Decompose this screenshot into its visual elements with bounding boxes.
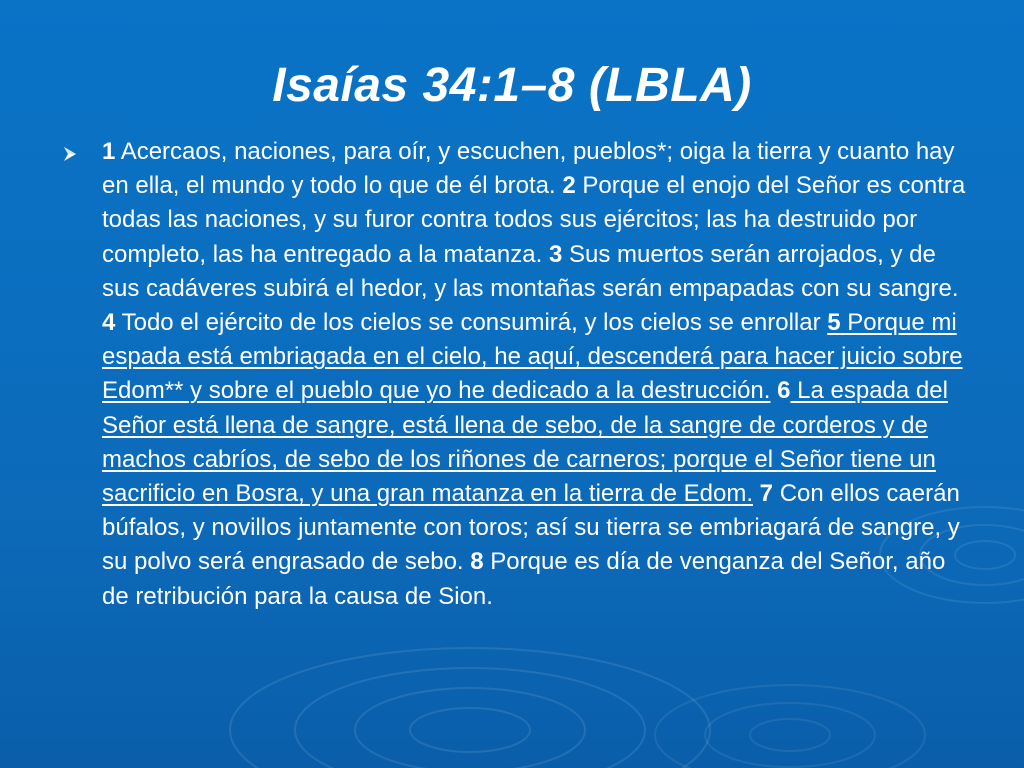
verse-number: 3	[548, 240, 563, 268]
verse-number: 7	[759, 480, 774, 508]
verse-text-underlined: Porque mi espada está embriagada en el cielo, he aquí, descenderá para hacer juicio sobre Edom** y sobre el pueblo que yo he dedicado a la destrucción.	[102, 309, 963, 405]
verse-number: 1	[102, 138, 116, 165]
verse-number: 5	[827, 309, 841, 337]
verse-text-underlined: La espada del Señor está llena de sangre, está llena de sebo, de la sangre de corderos y de machos cabríos, de sebo de los riñones de carneros; porque el Señor tiene un sacrificio en Bosra, y una gran matanza en la tierra de Edom.	[102, 377, 948, 508]
chevron-arrow-icon	[62, 146, 78, 162]
verse-number: 6	[777, 377, 791, 405]
verse-text: Con ellos caerán búfalos, y novillos juntamente con toros; así su tierra se embriagará de sangre, y su polvo será engrasado de sebo.	[102, 480, 960, 576]
verse-number: 2	[562, 172, 576, 200]
verse-number: 4	[102, 309, 116, 337]
verse-text: Porque es día de venganza del Señor, año de retribución para la causa de Sion.	[102, 548, 946, 610]
verse-text: Todo el ejército de los cielos se consumirá, y los cielos se enrollar	[115, 309, 828, 337]
verse-text: Acercaos, naciones, para oír, y escuchen, pueblos*; oiga la tierra y cuanto hay en ella, el mundo y todo lo que de él brota.	[102, 138, 955, 200]
slide-title: Isaías 34:1–8 (LBLA)	[272, 59, 752, 112]
verse-text: Porque el enojo del Señor es contra todas las naciones, y su furor contra todos sus ejércitos; las ha destruido por completo, las ha entregado a la matanza.	[102, 172, 966, 268]
verse-text: Sus muertos serán arrojados, y de sus cadáveres subirá el hedor, y las montañas serán empapadas con su sangre.	[102, 240, 959, 302]
scripture-passage	[102, 135, 974, 614]
verse-number: 8	[470, 548, 484, 576]
